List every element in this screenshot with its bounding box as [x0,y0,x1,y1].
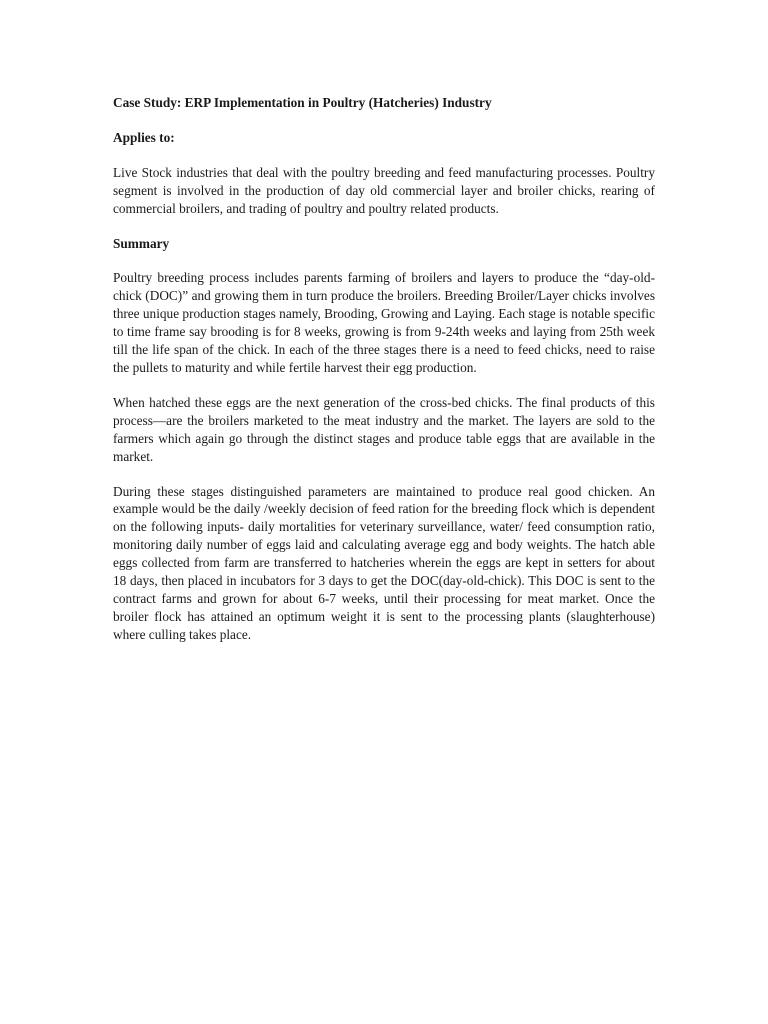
applies-to-paragraph: Live Stock industries that deal with the poultry breeding and feed manufacturing processes. Poultry segment is involved in the production of day old commercial layer and broiler chicks, rearing of commercial broilers, and trading of poultry and poultry related products. [113,164,655,216]
document-body [113,94,655,661]
summary-heading: Summary [113,235,170,251]
summary-paragraph-2: When hatched these eggs are the next generation of the cross-bed chicks. The final products of this process—are the broilers marketed to the meat industry and the market. The layers are sold to the farmers which again go through the distinct stages and produce table eggs that are available in the market. [113,394,655,464]
summary-paragraph-1: Poultry breeding process includes parents farming of broilers and layers to produce the “day-old-chick (DOC)” and growing them in turn produce the broilers. Breeding Broiler/Layer chicks involves three unique production stages namely, Brooding, Growing and Laying. Each stage is notable specific to time frame say brooding is for 8 weeks, growing is from 9-24th weeks and laying from 25th week till the life span of the chick. In each of the three stages there is a need to feed chicks, need to raise the pullets to maturity and while fertile harvest their egg production. [113,270,655,375]
summary-paragraph-3: During these stages distinguished parameters are maintained to produce real good chicken. An example would be the daily /weekly decision of feed ration for the breeding flock which is dependent on the following inputs- daily mortalities for veterinary surveillance, water/ feed consumption ratio, monitoring daily number of eggs laid and calculating average egg and body weights. The hatch able eggs collected from farm are transferred to hatcheries wherein the eggs are kept in setters for about 18 days, then placed in incubators for 3 days to get the DOC(day-old-chick). This DOC is sent to the contract farms and grown for about 6-7 weeks, until their processing for meat market. Once the broiler flock has attained an optimum weight it is sent to the processing plants (slaughterhouse) where culling takes place. [113,483,655,642]
document-title: Case Study: ERP Implementation in Poultry (Hatcheries) Industry [113,95,492,110]
applies-to-heading: Applies to: [113,129,175,145]
